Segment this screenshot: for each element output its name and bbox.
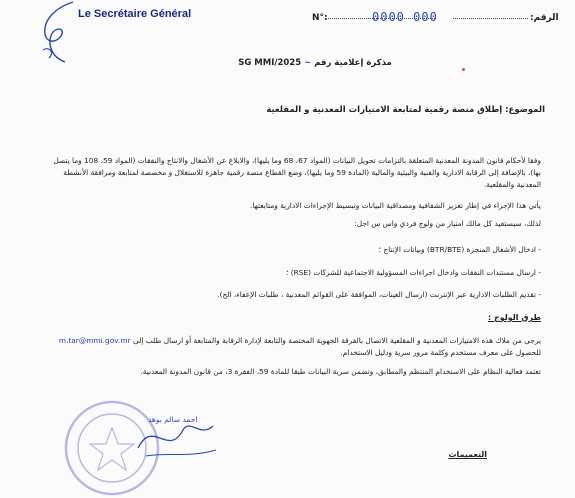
- reference-dotted-line: [453, 18, 528, 19]
- memo-label: مذكرة إعلامية رقم: [314, 58, 392, 68]
- list-item: - تقديم الطلبات الادارية عبر الإنترنت (ارسال العينات، الموافقة على القوائم المعدنية ، طلبات الإعفاء، الخ).: [217, 290, 541, 299]
- paragraph-confidentiality: تعتمد فعالية النظام على الاستخدام المنتظم والمطابق، وتضمن سرية البيانات طبقا للمادة 59، الفقرة 3، من قانون المدونة المعدنية.: [140, 367, 541, 376]
- contact-text-end: للحصول على معرف مستخدم وكلمة مرور سرية ودليل الاستخدام.: [340, 348, 541, 357]
- paragraph-access: لذلك، سيستفيد كل مالك امتياز من ولوج فردي واس س اجل:: [354, 219, 541, 228]
- secretary-general-title: Le Secrétaire Général: [78, 8, 192, 20]
- paragraph-purpose: يأتي هذا الإجراء في إطار تعزيز الشفافية ومصداقية البيانات وتبسيط الإجراءات الادارية ومتابعتها.: [250, 201, 541, 210]
- subject-line: الموضوع: إطلاق منصة رقمية لمتابعة الامتيازات المعدنية و المقلعية: [266, 105, 545, 115]
- memo-number: SG MMI/2025: [238, 58, 302, 68]
- reference-label: الرقم:: [530, 13, 559, 23]
- distribution-heading: التعميمات: [448, 450, 487, 459]
- memo-line: [180, 58, 450, 68]
- memo-handwritten-mark: ~: [304, 58, 312, 68]
- red-mark: [462, 68, 465, 71]
- signer-name: احمد سالم بوهد: [148, 415, 198, 424]
- contact-text-start: يرجى من ملاك هذه الامتيازات المعدنية و المقلعية الاتصال بالفرقة الجهوية المختصة والتابعة لإدارة الرقابة والمتابعة أو ارسال طلب إلى: [130, 336, 541, 345]
- list-item: - ادخال الأشغال المنجزة (BTR/BTE) وبيانات الإنتاج ؛: [378, 245, 541, 254]
- access-heading: طرق الولوج :: [488, 313, 541, 322]
- handwritten-signature-top: [35, 0, 80, 70]
- paragraph-contact: [41, 335, 541, 359]
- list-item: - ارسال مستندات النفقات وادخال اجراءات المسؤولية الاجتماعية للشركات (RSE) ؛: [286, 268, 541, 277]
- paragraph-intro: وفقا لأحكام قانون المدونة المعدنية المتعلقة بالتزامات تحويل البيانات (المواد 67، 68 وما يليها)، والابلاغ عن الأشغال والانتاج والنفقات (المواد 59، 108 وما يتصل بها)، بالإضافة إلى الرقابة الادارية والفنية والبيئية والمالية (المادة 59 وما يليها)، وضع القطاع منصة رقمية جاهزة للاستغلال و مخصصة لمتابعة ومرافقة الأنشطة المعدنية والمقلعية.: [53, 156, 541, 189]
- handwritten-number: 0000 000: [372, 10, 438, 24]
- number-label: N°:: [312, 13, 328, 23]
- contact-email-link[interactable]: m.tar@mmi.gov.mr: [58, 336, 131, 345]
